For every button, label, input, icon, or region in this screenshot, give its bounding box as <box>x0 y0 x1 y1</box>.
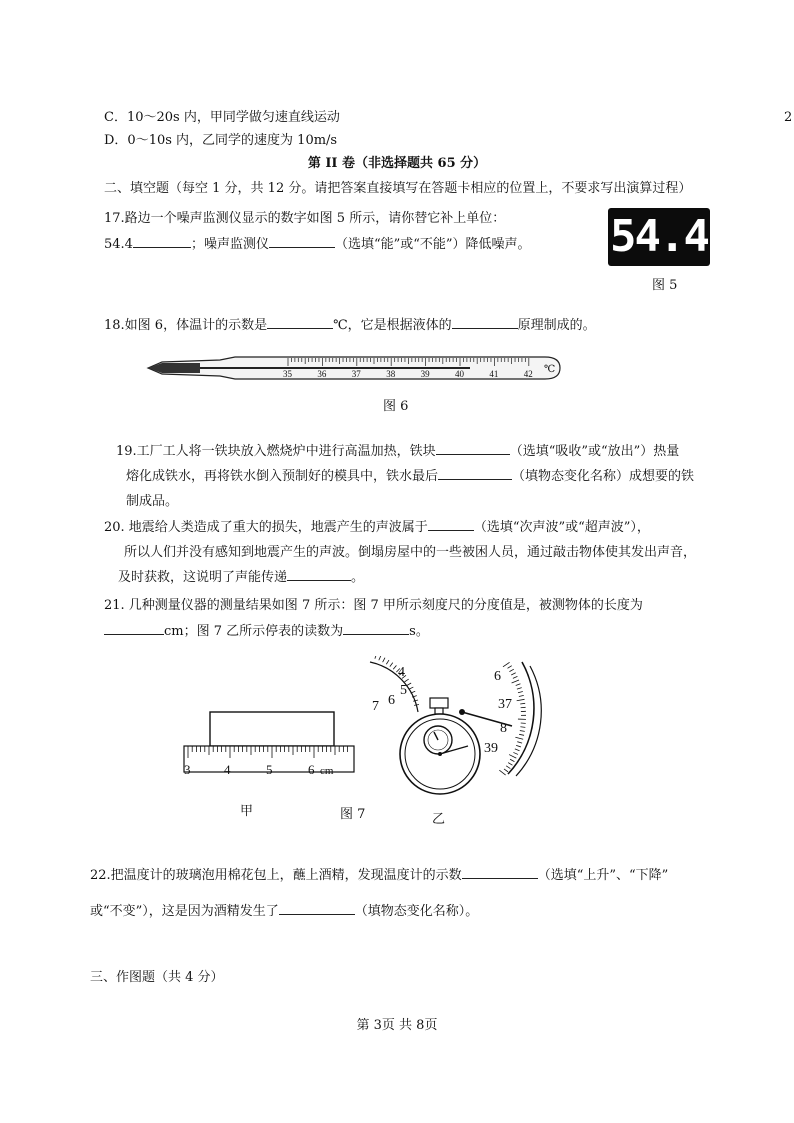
q17-blank-unit[interactable] <box>133 234 191 248</box>
q17-line2 <box>104 233 531 252</box>
q20-part-a: 20. 地震给人类造成了重大的损失，地震产生的声波属于 <box>104 520 428 535</box>
q19-part-a: 19.工厂工人将一铁块放入燃烧炉中进行高温加热，铁块 <box>116 444 436 459</box>
q18-blank-temp[interactable] <box>267 315 333 329</box>
q17-blank-noise[interactable] <box>269 234 335 248</box>
q19-part-b: （选填“吸收”或“放出”）热量 <box>509 444 680 459</box>
q18-text <box>104 314 596 333</box>
noise-meter-display <box>608 208 710 266</box>
q18-blank-principle[interactable] <box>452 315 518 329</box>
q18-part-b: ℃，它是根据液体的 <box>333 318 452 333</box>
q21-part-b: s。 <box>409 624 429 639</box>
page-edge-mark: 2 <box>784 110 793 125</box>
thermo-tick-label: 42 <box>523 369 533 379</box>
ruler-label-6: 6 <box>308 762 315 777</box>
noise-reading: 54.4 <box>610 211 708 262</box>
drawing-section-title: 三、作图题（共 4 分） <box>90 970 224 985</box>
q18-part-c: 原理制成的。 <box>517 318 596 333</box>
page-footer: 第 3页 共 8页 <box>356 1018 438 1033</box>
thermo-tick-label: 41 <box>489 369 499 379</box>
ruler-label-3: 3 <box>184 762 191 777</box>
thermo-tick-label: 38 <box>386 369 396 379</box>
ruler-figure <box>180 706 360 792</box>
q20-part-c: 及时获救，这说明了声能传递 <box>118 570 288 585</box>
q19-part-d: （填物态变化名称）成想要的铁 <box>512 469 695 484</box>
stopwatch-caption: 乙 <box>432 812 446 827</box>
q19-blank-heat[interactable] <box>436 441 510 455</box>
large-dial-6: 6 <box>494 669 501 684</box>
ruler-label-5: 5 <box>266 762 273 777</box>
small-dial-6: 6 <box>388 693 395 708</box>
q22-line2 <box>90 900 478 919</box>
q22-blank-reading[interactable] <box>462 865 538 879</box>
q17-tail: （选填“能”或“不能”）降低噪声。 <box>334 237 531 252</box>
q22-part-d: （填物态变化名称）。 <box>354 904 479 919</box>
option-d: D．0～10s 内，乙同学的速度为 10m/s <box>104 133 338 148</box>
thermo-tick-label: 35 <box>283 369 292 379</box>
q17-value: 54.4 <box>104 237 133 252</box>
measured-block <box>210 712 334 746</box>
large-dial-37: 37 <box>498 697 512 712</box>
large-dial-8: 8 <box>500 721 507 736</box>
q22-blank-state[interactable] <box>279 901 355 915</box>
q20-part-b: （选填“次声波”或“超声波”）， <box>473 520 650 535</box>
small-dial-4: 4 <box>398 665 405 680</box>
q20-part-d: 。 <box>351 570 365 585</box>
q21-part-a: cm；图 7 乙所示停表的读数为 <box>164 624 344 639</box>
q20-line2: 所以人们并没有感知到地震产生的声波。倒塌房屋中的一些被困人员，通过敲击物体使其发出声音， <box>124 545 697 560</box>
clinical-thermometer <box>140 348 570 388</box>
q17-mid: ；噪声监测仪 <box>190 237 269 252</box>
q21-line1: 21. 几种测量仪器的测量结果如图 7 所示：图 7 甲所示刻度尺的分度值是，被测物体的长度为 <box>104 598 643 613</box>
q17-line1: 17.路边一个噪声监测仪显示的数字如图 5 所示，请你替它补上单位： <box>104 211 506 226</box>
q21-blank-length[interactable] <box>104 621 164 635</box>
q20-blank-wave[interactable] <box>428 517 474 531</box>
stopwatch-figure <box>360 656 544 804</box>
thermo-tick-label: 37 <box>351 369 361 379</box>
thermo-tick-label: 39 <box>420 369 430 379</box>
small-dial-7: 7 <box>372 699 379 714</box>
fill-section-header: 二、填空题（每空 1 分，共 12 分。请把答案直接填写在答题卡相应的位置上，不要求写出演算过程） <box>104 181 692 196</box>
q19-blank-state[interactable] <box>438 466 512 480</box>
stopwatch-crown <box>430 698 448 708</box>
thermo-tick-label: 36 <box>317 369 327 379</box>
fig5-label: 图 5 <box>652 278 678 293</box>
q20-blank-transfer[interactable] <box>287 567 351 581</box>
q20-line3 <box>118 566 364 585</box>
q18-part-a: 18.如图 6，体温计的示数是 <box>104 318 268 333</box>
section-title: 第 II 卷（非选择题共 65 分） <box>307 156 487 171</box>
option-c: C．10～20s 内，甲同学做匀速直线运动 <box>104 110 340 125</box>
thermo-unit: ℃ <box>544 364 556 375</box>
thermo-tick-label: 40 <box>455 369 464 379</box>
ruler-caption: 甲 <box>240 804 254 819</box>
fig7-label: 图 7 <box>340 807 366 822</box>
q22-line1 <box>90 864 668 883</box>
ruler-label-4: 4 <box>224 762 231 777</box>
q19-line1 <box>116 440 679 459</box>
q22-part-a: 22.把温度计的玻璃泡用棉花包上，蘸上酒精，发现温度计的示数 <box>90 868 462 883</box>
q19-line3: 制成品。 <box>126 494 179 509</box>
small-dial-5: 5 <box>400 683 407 698</box>
q21-blank-time[interactable] <box>343 621 409 635</box>
large-dial-39: 39 <box>484 741 498 756</box>
q20-line1 <box>104 516 650 535</box>
q22-part-c: 或“不变”），这是因为酒精发生了 <box>90 904 279 919</box>
q22-part-b: （选填“上升”、“下降” <box>537 868 669 883</box>
q21-line2 <box>104 620 429 639</box>
q19-part-c: 熔化成铁水，再将铁水倒入预制好的模具中，铁水最后 <box>126 469 439 484</box>
q19-line2 <box>126 465 694 484</box>
fig6-label: 图 6 <box>383 399 409 414</box>
ruler-unit: cm <box>320 765 334 777</box>
